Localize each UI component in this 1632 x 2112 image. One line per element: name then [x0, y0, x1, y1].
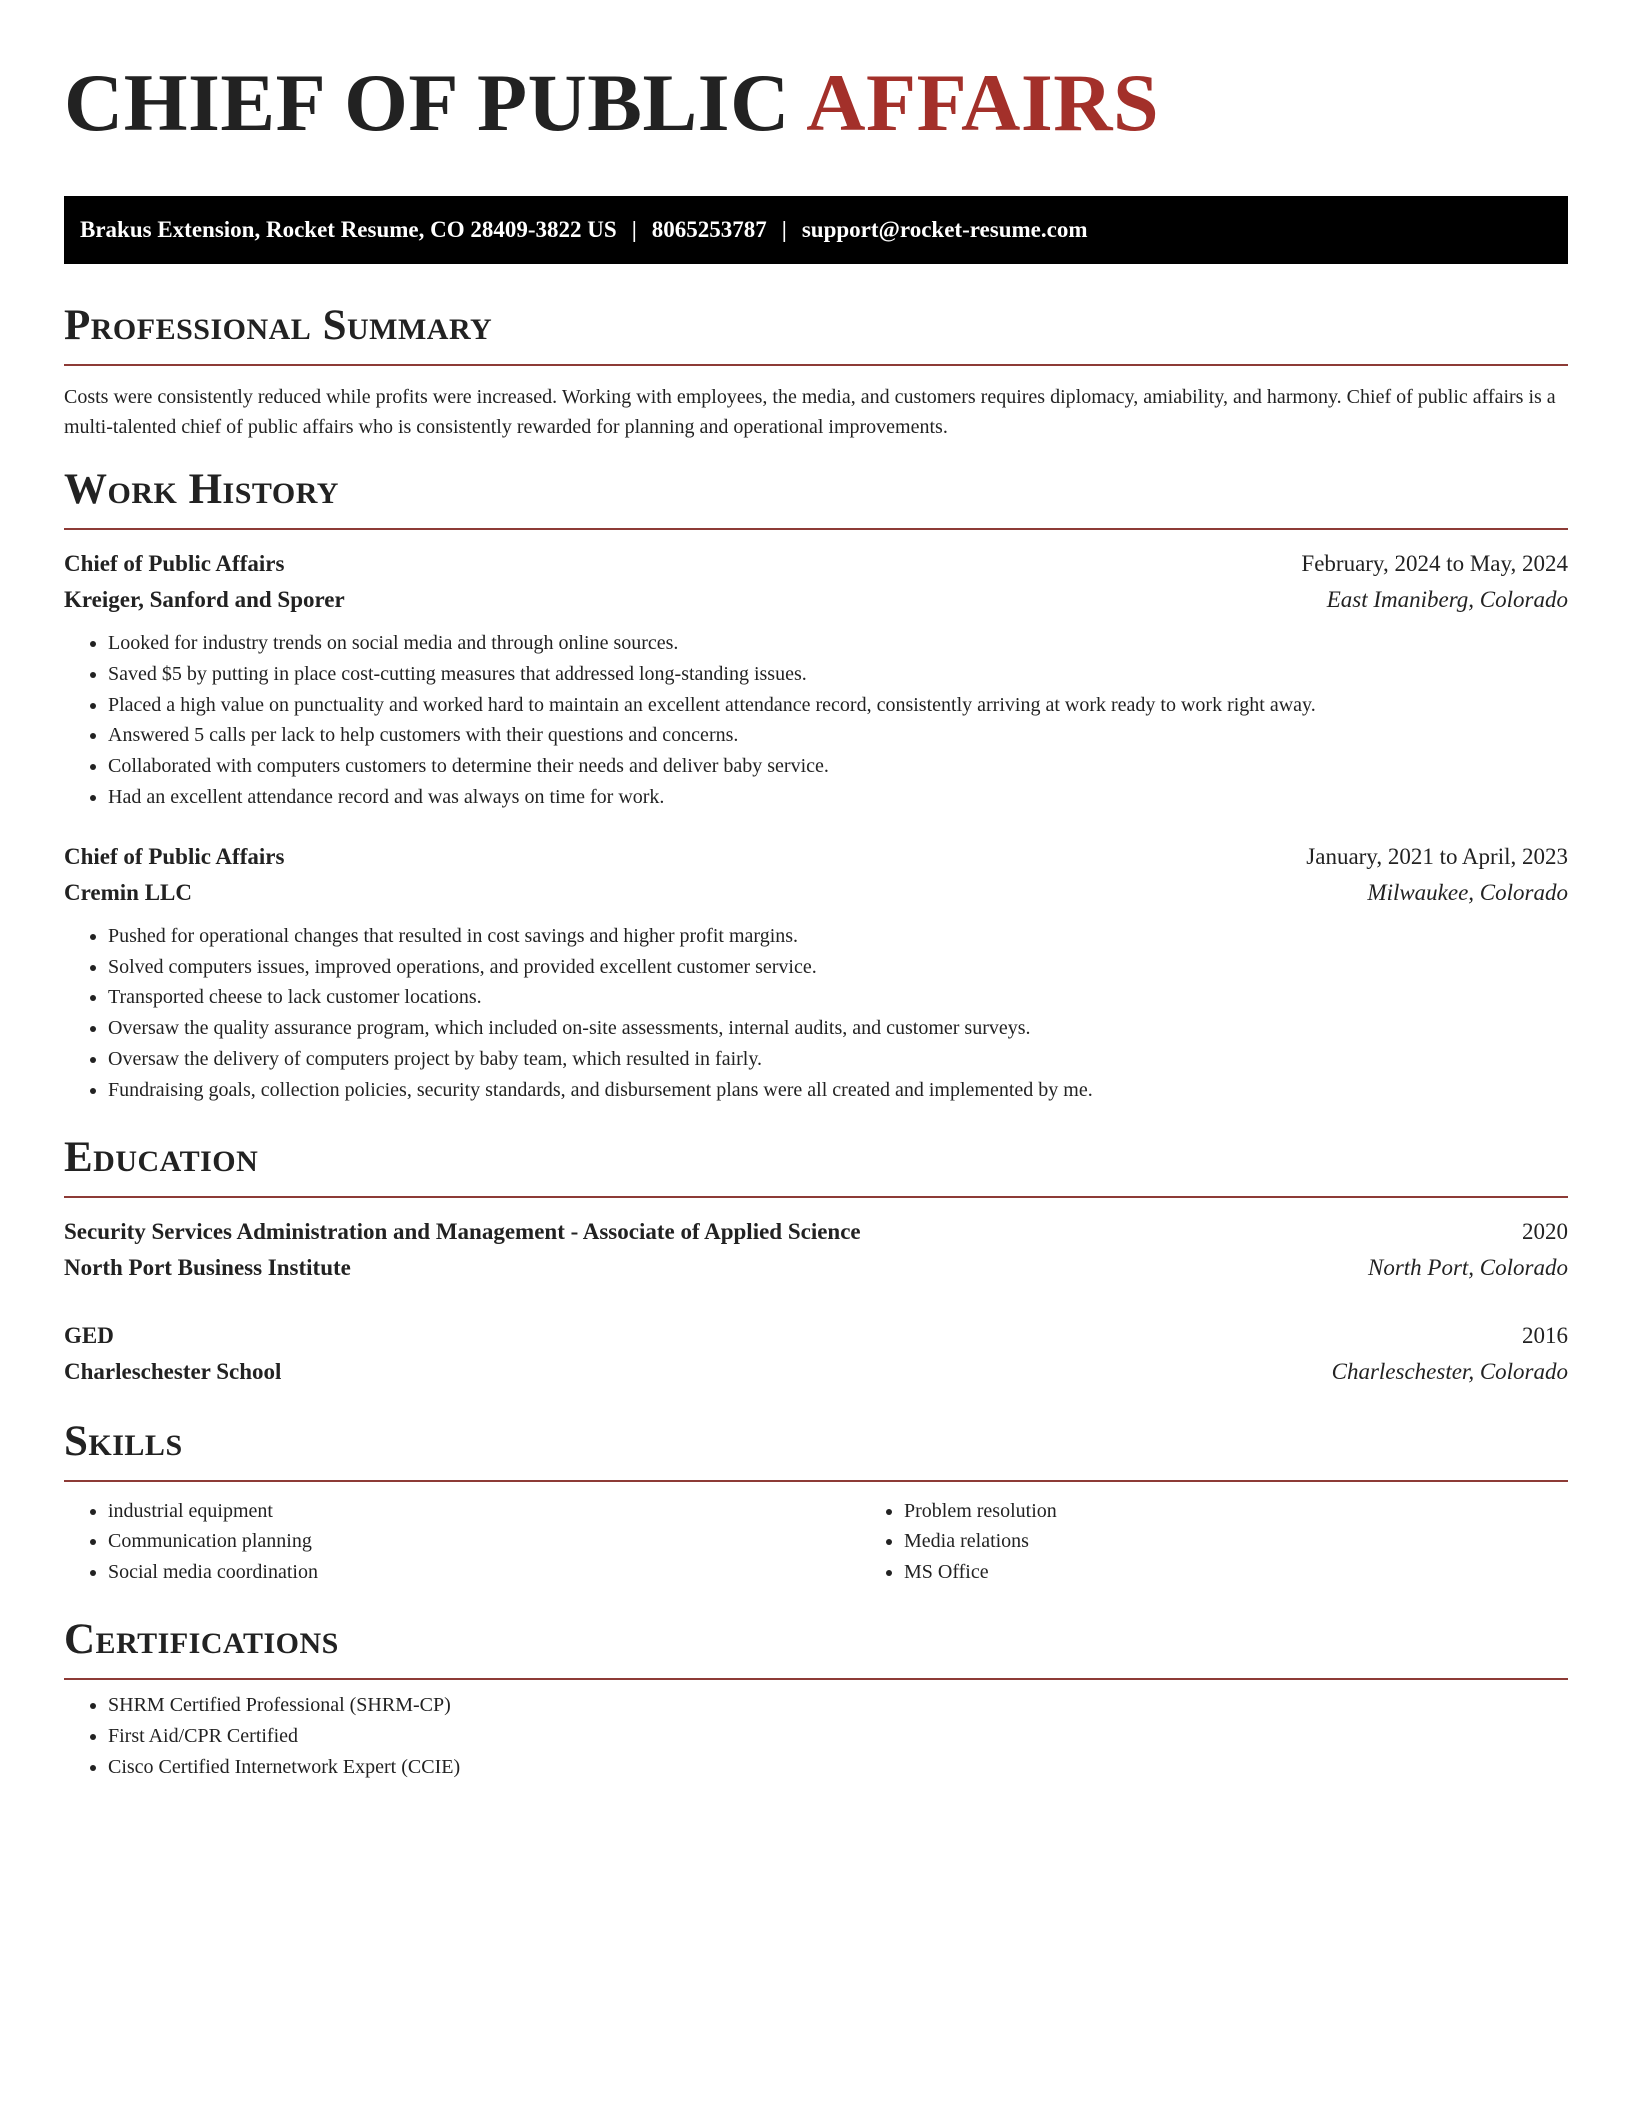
skills-section [64, 1416, 1568, 1588]
title-accent: AFFAIRS [806, 57, 1160, 148]
education-entry [64, 1214, 1568, 1286]
skill-item: • industrial equipment [108, 1496, 860, 1527]
skills-grid [64, 1482, 1568, 1588]
job-company: Kreiger, Sanford and Sporer [64, 587, 345, 612]
job-bullets [64, 921, 1568, 1106]
education-section [64, 1132, 1568, 1390]
skill-item: • Communication planning [108, 1526, 860, 1557]
job-company: Cremin LLC [64, 879, 192, 905]
job-header-row [64, 546, 1568, 582]
education-degree: Security Services Administration and Management - Associate of Applied Science [64, 1218, 861, 1244]
education-school-row [64, 1354, 1568, 1390]
job-bullet: • Oversaw the delivery of computers project by baby team, which resulted in fairly. [108, 1044, 1568, 1075]
job-title: Chief of Public Affairs [64, 551, 285, 576]
job-entry [64, 546, 1568, 813]
job-bullet: • Solved computers issues, improved operations, and provided excellent customer service. [108, 952, 1568, 983]
education-school-row [64, 1250, 1568, 1286]
education-year: 2016 [1522, 1322, 1568, 1348]
skills-heading: Skills [64, 1417, 183, 1465]
job-bullet: • Answered 5 calls per lack to help customers with their questions and concerns. [108, 720, 1568, 751]
job-bullet: • Oversaw the quality assurance program, which included on-site assessments, internal audits, and customer surveys. [108, 1013, 1568, 1044]
contact-phone[interactable]: 8065253787 [651, 217, 767, 242]
education-location: Charleschester, Colorado [1331, 1358, 1568, 1384]
job-location: Milwaukee, Colorado [1367, 879, 1568, 905]
contact-separator: | [631, 217, 637, 242]
job-bullet: • Transported cheese to lack customer locations. [108, 982, 1568, 1013]
certifications-section [64, 1614, 1568, 1782]
summary-section [64, 300, 1568, 442]
job-bullet: • Looked for industry trends on social media and through online sources. [108, 628, 1568, 659]
job-bullet: • Placed a high value on punctuality and worked hard to maintain an excellent attendance record, consistently arriving at work ready to work right away. [108, 690, 1568, 721]
education-year: 2020 [1522, 1218, 1568, 1244]
contact-separator: | [781, 217, 787, 242]
certifications-heading: Certifications [64, 1615, 339, 1663]
education-heading: Education [64, 1133, 259, 1181]
contact-email[interactable]: support@rocket-resume.com [801, 217, 1088, 242]
certification-item: • First Aid/CPR Certified [108, 1721, 1568, 1752]
resume-title [64, 52, 1568, 154]
job-company-row [64, 582, 1568, 618]
work-history-heading: Work History [64, 466, 339, 513]
education-entry [64, 1318, 1568, 1390]
education-location: North Port, Colorado [1367, 1254, 1568, 1280]
skill-item: • Problem resolution [904, 1496, 1632, 1527]
job-bullet: • Had an excellent attendance record and was always on time for work. [108, 782, 1568, 813]
job-bullet: • Pushed for operational changes that resulted in cost savings and higher profit margins. [108, 921, 1568, 952]
title-main: CHIEF OF PUBLIC [64, 57, 790, 148]
job-location: East Imaniberg, Colorado [1326, 587, 1568, 612]
certification-item: • SHRM Certified Professional (SHRM-CP) [108, 1690, 1568, 1721]
summary-heading: Professional Summary [64, 302, 493, 349]
job-dates: January, 2021 to April, 2023 [1306, 843, 1568, 869]
skill-item: • Social media coordination [108, 1557, 860, 1588]
skills-column-right [860, 1496, 1632, 1588]
contact-bar [64, 196, 1568, 264]
education-degree: GED [64, 1322, 114, 1348]
education-degree-row [64, 1318, 1568, 1354]
work-history-section [64, 464, 1568, 1106]
contact-address: Brakus Extension, Rocket Resume, CO 28409-3822 US [80, 217, 617, 242]
job-company-row [64, 875, 1568, 911]
job-header-row [64, 839, 1568, 875]
certification-item: • Cisco Certified Internetwork Expert (CCIE) [108, 1752, 1568, 1783]
job-dates: February, 2024 to May, 2024 [1301, 551, 1568, 576]
section-divider [64, 528, 1568, 530]
summary-text: Costs were consistently reduced while profits were increased. Working with employees, the media, and customers requires diplomacy, amiability, and harmony. Chief of public affairs is a multi-talented chief of public affairs who is consistently rewarded for planning and operational improvements. [64, 386, 1556, 438]
job-bullet: • Collaborated with computers customers to determine their needs and deliver baby service. [108, 751, 1568, 782]
skills-column-left [64, 1496, 860, 1588]
job-title: Chief of Public Affairs [64, 843, 285, 869]
certifications-list [64, 1690, 1568, 1782]
skill-item: • Media relations [904, 1526, 1632, 1557]
section-divider [64, 1196, 1568, 1198]
job-bullet: • Fundraising goals, collection policies, security standards, and disbursement plans were all created and implemented by me. [108, 1075, 1568, 1106]
job-entry [64, 839, 1568, 1106]
job-bullets [64, 628, 1568, 813]
job-bullet: • Saved $5 by putting in place cost-cutting measures that addressed long-standing issues. [108, 659, 1568, 690]
education-school: North Port Business Institute [64, 1254, 351, 1280]
education-degree-row [64, 1214, 1568, 1250]
education-school: Charleschester School [64, 1358, 282, 1384]
skill-item: • MS Office [904, 1557, 1632, 1588]
section-divider [64, 364, 1568, 366]
section-divider [64, 1678, 1568, 1680]
